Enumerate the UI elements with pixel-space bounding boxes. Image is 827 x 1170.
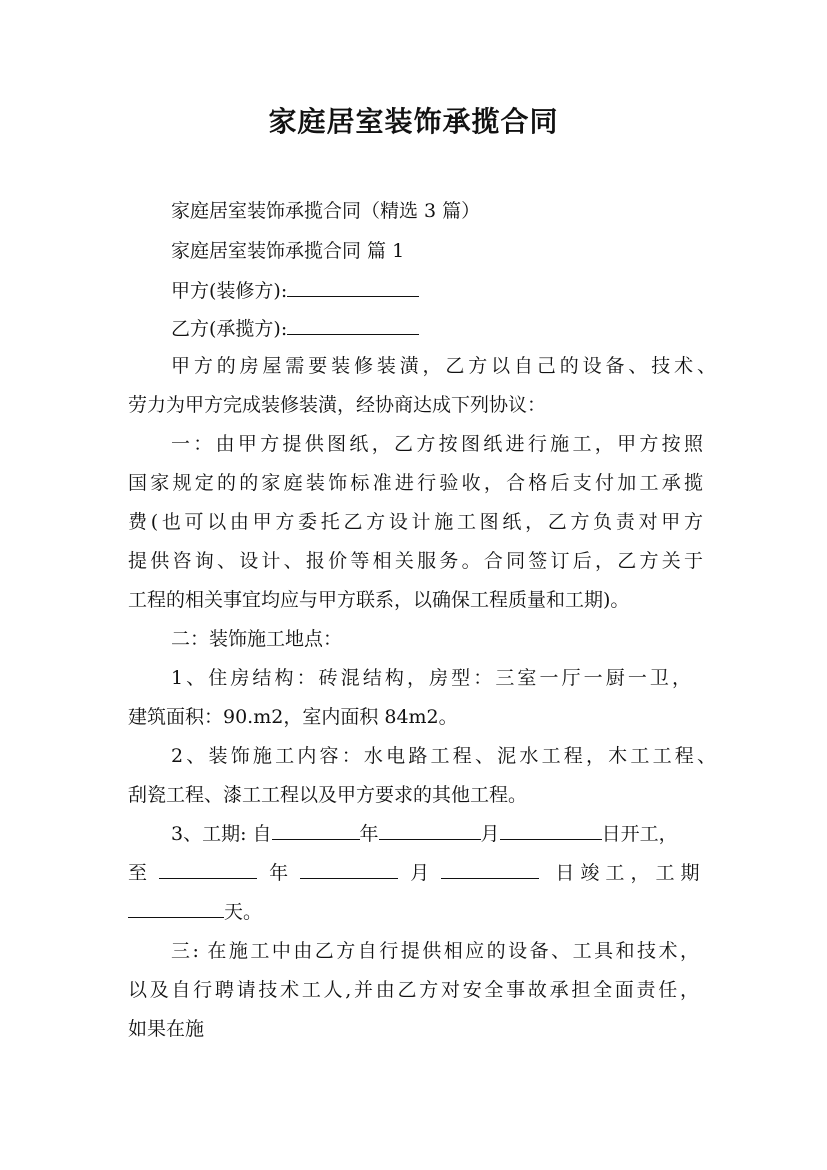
paragraph-line: 刮瓷工程、漆工工程以及甲方要求的其他工程。 bbox=[128, 784, 528, 806]
party-b-label: 乙方(承揽方): bbox=[171, 318, 288, 340]
month-label: 月 bbox=[480, 823, 500, 845]
paragraph-line: 劳力为甲方完成装修装潢，经协商达成下列协议： bbox=[128, 394, 547, 416]
schedule-line bbox=[128, 860, 718, 886]
party-b-blank bbox=[287, 316, 419, 335]
end-year-blank bbox=[159, 860, 257, 879]
subtitle-line bbox=[171, 198, 761, 224]
paragraph-line: 一：由甲方提供图纸，乙方按图纸进行施工，甲方按照 bbox=[171, 433, 703, 455]
paragraph-line: 如果在施 bbox=[128, 1018, 205, 1040]
paragraph-line: 2、装饰施工内容：水电路工程、泥水工程，木工工程、 bbox=[171, 745, 716, 767]
end-day-blank bbox=[441, 860, 539, 879]
paragraph-line: 三: 在施工中由乙方自行提供相应的设备、工具和技术， bbox=[171, 940, 699, 962]
start-label: 日开工， bbox=[601, 823, 678, 845]
paragraph-line: 费(也可以由甲方委托乙方设计施工图纸，乙方负责对甲方 bbox=[128, 511, 703, 533]
year-label: 年 bbox=[269, 862, 289, 884]
schedule-to-label: 至 bbox=[128, 862, 148, 884]
paragraph-line: 国家规定的的家庭装饰标准进行验收，合格后支付加工承揽 bbox=[128, 472, 703, 494]
document-title: 家庭居室装饰承揽合同 bbox=[268, 105, 559, 138]
start-year-blank bbox=[272, 821, 360, 840]
start-month-blank bbox=[379, 821, 481, 840]
section-heading-text: 家庭居室装饰承揽合同 篇 1 bbox=[171, 240, 405, 262]
paragraph-line: 以及自行聘请技术工人,并由乙方对安全事故承担全面责任， bbox=[128, 979, 699, 1001]
start-day-blank bbox=[500, 821, 602, 840]
schedule-from-label: 3、工期: 自 bbox=[171, 823, 272, 845]
paragraph-line: 1、住房结构：砖混结构，房型：三室一厅一厨一卫， bbox=[171, 667, 691, 689]
days-label: 天。 bbox=[224, 901, 263, 923]
schedule-line bbox=[128, 899, 718, 925]
completion-label: 日 竣 工 ， 工 期 bbox=[555, 862, 700, 884]
subtitle-text: 家庭居室装饰承揽合同（精选 3 篇） bbox=[171, 200, 481, 222]
paragraph-line: 提供咨询、设计、报价等相关服务。合同签订后，乙方关于 bbox=[128, 550, 703, 572]
paragraph-line: 二：装饰施工地点： bbox=[171, 628, 343, 650]
year-label: 年 bbox=[359, 823, 379, 845]
paragraph-line: 工程的相关事宜均应与甲方联系，以确保工程质量和工期)。 bbox=[128, 589, 630, 611]
month-label: 月 bbox=[410, 862, 430, 884]
paragraph-line: 甲方的房屋需要装修装潢，乙方以自己的设备、技术、 bbox=[171, 355, 716, 377]
party-a-line bbox=[171, 278, 761, 304]
schedule-line bbox=[171, 821, 761, 847]
party-a-label: 甲方(装修方): bbox=[171, 280, 288, 302]
end-month-blank bbox=[300, 860, 398, 879]
section-heading bbox=[171, 238, 761, 264]
duration-blank bbox=[128, 899, 224, 918]
party-b-line bbox=[171, 316, 761, 342]
paragraph-line: 建筑面积：90.m2，室内面积 84m2。 bbox=[128, 706, 458, 728]
party-a-blank bbox=[287, 278, 419, 297]
